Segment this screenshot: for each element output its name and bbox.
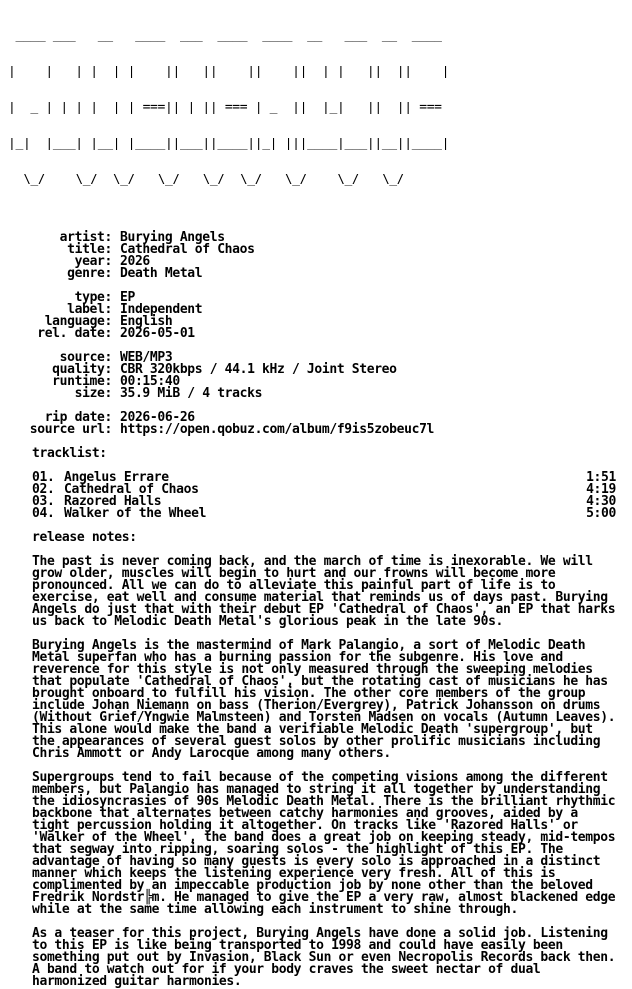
track-title: Angelus Errare xyxy=(64,470,169,485)
meta-value: 2026 xyxy=(120,254,150,269)
track-number: 04. xyxy=(32,506,55,521)
release-notes xyxy=(8,556,624,988)
meta-key: runtime: xyxy=(52,374,112,389)
meta-value: Burying Angels xyxy=(120,230,225,245)
meta-value: 2026-06-26 xyxy=(120,410,195,425)
meta-key: artist: xyxy=(59,230,112,245)
meta-key: year: xyxy=(74,254,112,269)
meta-value: 35.9 MiB / 4 tracks xyxy=(120,386,263,401)
track-duration: 4:19 xyxy=(586,482,616,497)
track-number: 03. xyxy=(32,494,55,509)
banner-line: | | | | | | || || || || | | || || | xyxy=(8,66,450,78)
track-duration: 5:00 xyxy=(586,506,616,521)
track-title: Cathedral of Chaos xyxy=(64,482,199,497)
meta-key: rip date: xyxy=(44,410,112,425)
ascii-art-banner xyxy=(8,6,624,210)
meta-key: type: xyxy=(74,290,112,305)
meta-key: rel. date: xyxy=(37,326,112,341)
notes-paragraph: The past is never coming back, and the march of time is inexorable. We will grow older, muscles will begin to hurt and our frowns will become more pronounced. All we can do to alleviate this painful part of life is to exercise, eat well and consume material that reminds us of days past. Burying Angels do just that with their debut EP 'Cathedral of Chaos', an EP that harks us back to Melodic Death Metal's glorious peak in the late 90s. xyxy=(32,554,616,629)
track-number: 02. xyxy=(32,482,55,497)
meta-value: Death Metal xyxy=(120,266,203,281)
notes-paragraph: Burying Angels is the mastermind of Mark Palangio, a sort of Melodic Death Metal superfan who has a burning passion for the subgenre. His love and reverence for this style is not only measured through the sweeping melodies that populate 'Cathedral of Chaos', but the rotating cast of musicians he has brought onboard to fulfill his vision. The other core members of the group include Johan Niemann on bass (Therion/Evergrey), Patrick Johansson on drums (Without Grief/Yngwie Malmsteen) and Torsten Madsen on vocals (Autumn Leaves). This alone would make the band a verifiable Melodic Death 'supergroup', but the appearances of several guest solos by other prolific musicians including Chris Ammott or Andy Larocque among many others. xyxy=(32,638,616,761)
meta-value: 2026-05-01 xyxy=(120,326,195,341)
track-duration: 4:30 xyxy=(586,494,616,509)
meta-value: WEB/MP3 xyxy=(120,350,173,365)
meta-key: source url: xyxy=(29,422,112,437)
meta-row xyxy=(8,388,624,400)
notes-paragraph: As a teaser for this project, Burying Angels have done a solid job. Listening to this EP is like being transported to 1998 and could have easily been something put out by Invasion, Black Sun or even Necropolis Records back then. A band to watch out for if your body craves the sweet nectar of dual harmonized guitar harmonies. xyxy=(32,926,616,989)
track-row xyxy=(8,508,624,520)
banner-line: | _ | | | | | | ===|| | || === | _ || |_| || || === xyxy=(8,102,450,114)
track-number: 01. xyxy=(32,470,55,485)
notes-paragraph: Supergroups tend to fail because of the competing visions among the different members, but Palangio has managed to string it all together by understanding the idiosyncrasies of 90s Melodic Death Metal. There is the brilliant rhythmic backbone that alternates between catchy harmonies and grooves, aided by a tight percussion holding it altogether. On tracks like 'Razored Halls' or 'Walker of the Wheel', the band does a great job on keeping steady, mid-tempos that segway into ripping, soaring solos - the highlight of this EP. The advantage of having so many guests is every solo is approached in a distinct manner which keeps the listening experience very fresh. All of this is complimented by an impeccable production job by none other than the beloved Fredrik Nordstr╠m. He managed to give the EP a very raw, almost blackened edge while at the same time allowing each instrument to shine through. xyxy=(32,770,616,917)
meta-key: quality: xyxy=(52,362,112,377)
meta-value: Independent xyxy=(120,302,203,317)
meta-key: size: xyxy=(74,386,112,401)
meta-value: English xyxy=(120,314,173,329)
release-info xyxy=(8,232,624,436)
track-title: Razored Halls xyxy=(64,494,162,509)
banner-line: |_| |___| |__| |____||___||____||_| |||____|___||__||____| xyxy=(8,138,450,150)
release-notes-heading: release notes: xyxy=(32,530,137,545)
meta-key: source: xyxy=(59,350,112,365)
track-duration: 1:51 xyxy=(586,470,616,485)
tracklist-heading: tracklist: xyxy=(32,446,107,461)
meta-key: genre: xyxy=(67,266,112,281)
meta-value: 00:15:40 xyxy=(120,374,180,389)
banner-line: \_/ \_/ \_/ \_/ \_/ \_/ \_/ \_/ \_/ xyxy=(8,174,420,186)
meta-value: CBR 320kbps / 44.1 kHz / Joint Stereo xyxy=(120,362,397,377)
tracklist xyxy=(8,472,624,520)
meta-row xyxy=(8,268,624,280)
meta-key: language: xyxy=(44,314,112,329)
banner-line: ____ ___ __ ____ ___ ____ ____ __ ___ __ ____ xyxy=(8,30,450,42)
meta-row xyxy=(8,328,624,340)
meta-key: label: xyxy=(67,302,112,317)
nfo-document xyxy=(8,6,624,988)
track-title: Walker of the Wheel xyxy=(64,506,207,521)
meta-row xyxy=(8,424,624,436)
meta-key: title: xyxy=(67,242,112,257)
meta-value: EP xyxy=(120,290,135,305)
source-url[interactable]: https://open.qobuz.com/album/f9is5zobeuc7l xyxy=(120,422,435,437)
meta-value: Cathedral of Chaos xyxy=(120,242,255,257)
